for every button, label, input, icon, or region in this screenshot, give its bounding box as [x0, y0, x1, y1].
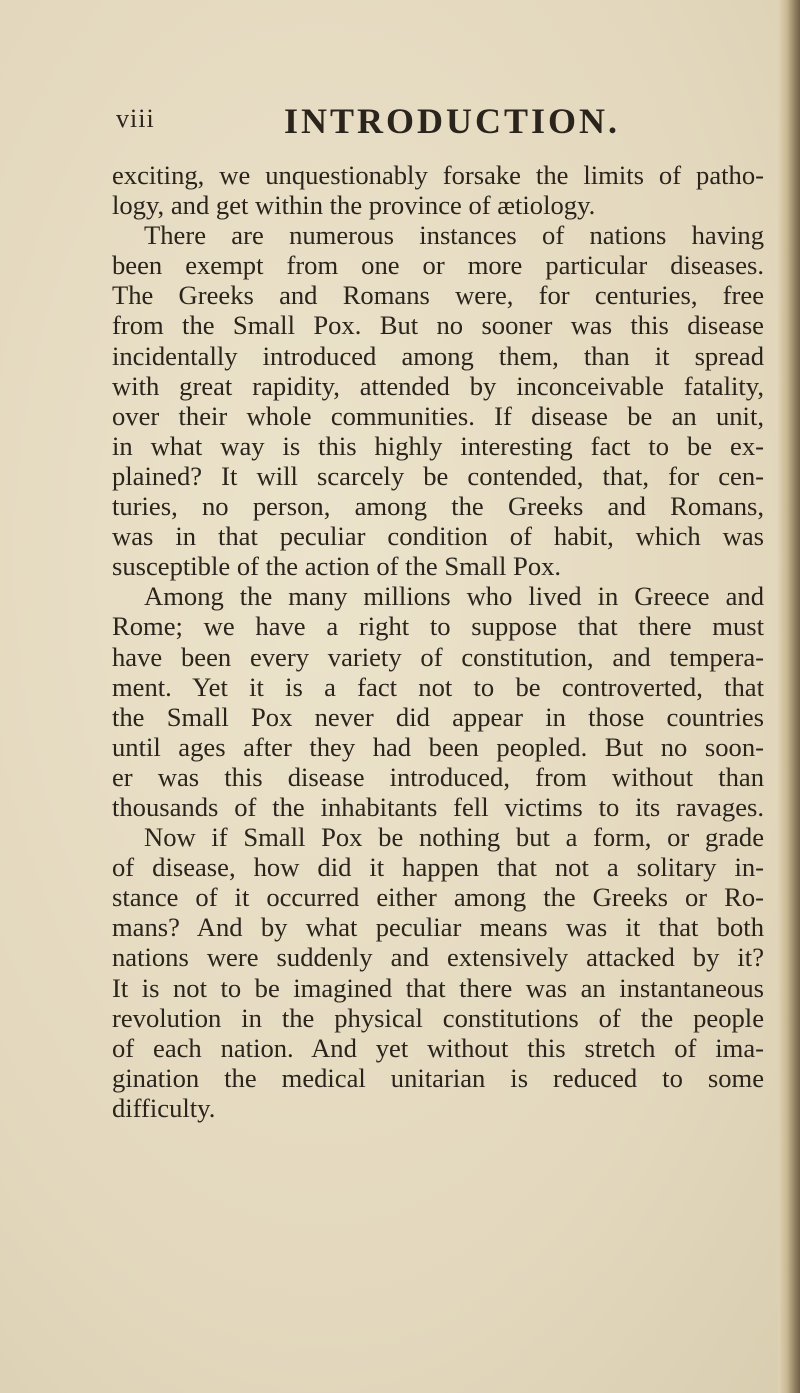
- text-line: Rome; we have a right to suppose that there must: [112, 611, 764, 642]
- text-line: in what way is this highly interesting fact to be ex-: [112, 430, 764, 461]
- text-line: stance of it occurred either among the Greeks or Ro-: [112, 882, 764, 913]
- text-line: nations were suddenly and extensively attacked by it?: [112, 942, 764, 973]
- text-line: been exempt from one or more particular diseases.: [112, 250, 764, 281]
- text-line: Among the many millions who lived in Greece and: [144, 581, 764, 612]
- text-line: of each nation. And yet without this stretch of ima-: [112, 1032, 764, 1063]
- text-line: until ages after they had been peopled. But no soon-: [112, 731, 764, 762]
- text-line: the Small Pox never did appear in those countries: [112, 701, 764, 732]
- body-text: [112, 160, 764, 1123]
- text-line: There are numerous instances of nations having: [144, 220, 764, 251]
- running-head: INTRODUCTION.: [284, 101, 621, 141]
- text-line: with great rapidity, attended by inconceivable fatality,: [112, 370, 764, 401]
- text-line: turies, no person, among the Greeks and Romans,: [112, 491, 764, 522]
- page-number: viii: [116, 104, 155, 133]
- page-header: [116, 100, 756, 146]
- text-line: susceptible of the action of the Small Pox.: [112, 551, 562, 582]
- text-line: from the Small Pox. But no sooner was this disease: [112, 310, 764, 341]
- text-line: revolution in the physical constitutions of the people: [112, 1002, 764, 1033]
- text-line: Now if Small Pox be nothing but a form, or grade: [144, 822, 764, 853]
- text-line: plained? It will scarcely be contended, that, for cen-: [112, 460, 764, 491]
- text-line: gination the medical unitarian is reduced to some: [112, 1062, 764, 1093]
- text-line: have been every variety of constitution, and tempera-: [112, 641, 764, 672]
- text-line: mans? And by what peculiar means was it that both: [112, 912, 764, 943]
- text-line: thousands of the inhabitants fell victims to its ravages.: [112, 791, 764, 822]
- text-line: er was this disease introduced, from without than: [112, 761, 764, 792]
- text-line: difficulty.: [112, 1092, 216, 1123]
- page-gutter-shadow: [778, 0, 800, 1393]
- text-line: over their whole communities. If disease be an unit,: [112, 400, 764, 431]
- text-line: ment. Yet it is a fact not to be controverted, that: [112, 671, 764, 702]
- text-line: incidentally introduced among them, than it spread: [112, 340, 764, 371]
- text-line: was in that peculiar condition of habit, which was: [112, 521, 764, 552]
- text-line: It is not to be imagined that there was an instantaneous: [112, 972, 764, 1003]
- text-line: logy, and get within the province of ætiology.: [112, 190, 596, 221]
- text-line: of disease, how did it happen that not a solitary in-: [112, 852, 764, 883]
- text-line: exciting, we unquestionably forsake the limits of patho-: [112, 160, 764, 190]
- text-line: The Greeks and Romans were, for centuries, free: [112, 280, 764, 311]
